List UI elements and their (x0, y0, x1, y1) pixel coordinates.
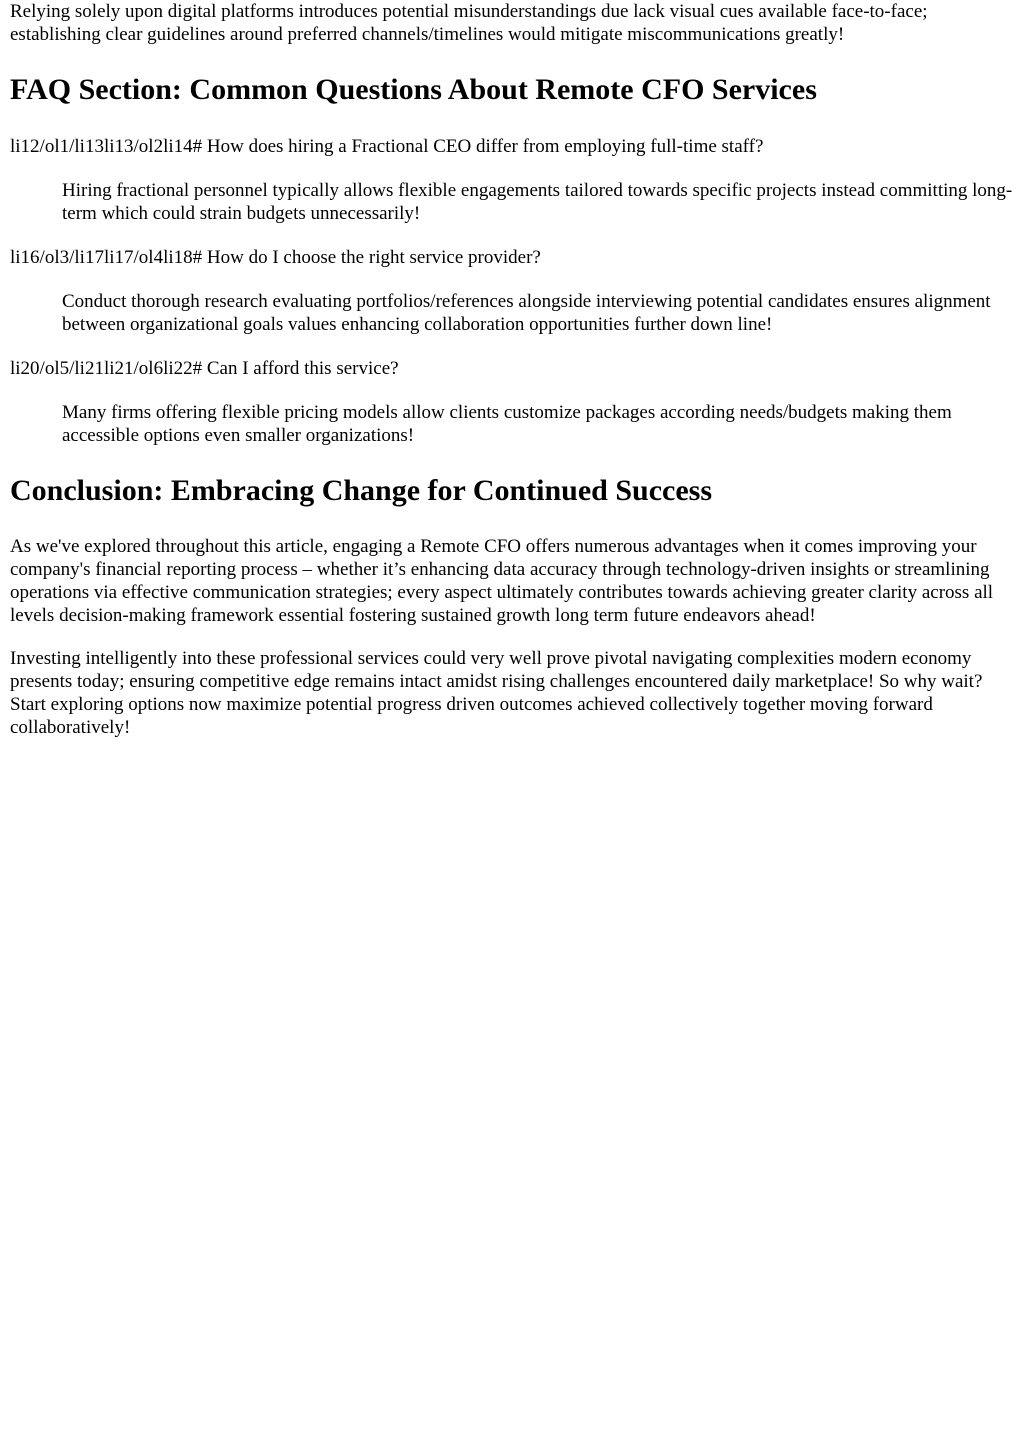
conclusion-paragraph-1: As we've explored throughout this article, engaging a Remote CFO offers numerous advantages when it comes improving your company's financial reporting process – whether it’s enhancing data accuracy through technology-driven insights or streamlining operations via effective communication strategies; every aspect ultimately contributes towards achieving greater clarity across all levels decision-making framework essential fostering sustained growth long term future endeavors ahead! (10, 536, 994, 626)
faq-answer-3: Many firms offering flexible pricing models allow clients customize packages according needs/budgets making them accessible options even smaller organizations! (62, 402, 952, 446)
faq-question-2: li16/ol3/li17li17/ol4li18# How do I choose the right service provider? (10, 247, 541, 268)
faq-question-3: li20/ol5/li21li21/ol6li22# Can I afford this service? (10, 358, 399, 379)
faq-answer-1: Hiring fractional personnel typically allows flexible engagements tailored towards specific projects instead committing long-term which could strain budgets unnecessarily! (62, 180, 1013, 224)
conclusion-paragraph-2: Investing intelligently into these professional services could very well prove pivotal navigating complexities modern economy presents today; ensuring competitive edge remains intact amidst rising challenges encountered daily marketplace! So why wait? Start exploring options now maximize potential progress driven outcomes achieved collectively together moving forward collaboratively! (10, 648, 983, 738)
conclusion-section (10, 474, 1014, 739)
faq-section (10, 73, 1014, 447)
faq-question-1: li12/ol1/li13li13/ol2li14# How does hiring a Fractional CEO differ from employing full-time staff? (10, 136, 764, 157)
conclusion-heading: Conclusion: Embracing Change for Continued Success (10, 474, 713, 507)
intro-paragraph: Relying solely upon digital platforms introduces potential misunderstandings due lack visual cues available face-to-face; establishing clear guidelines around preferred channels/timelines would mitigate miscommunications greatly! (10, 1, 928, 45)
faq-answer-2: Conduct thorough research evaluating portfolios/references alongside interviewing potential candidates ensures alignment between organizational goals values enhancing collaboration opportunities further down line! (62, 291, 991, 335)
faq-heading: FAQ Section: Common Questions About Remote CFO Services (10, 73, 817, 106)
